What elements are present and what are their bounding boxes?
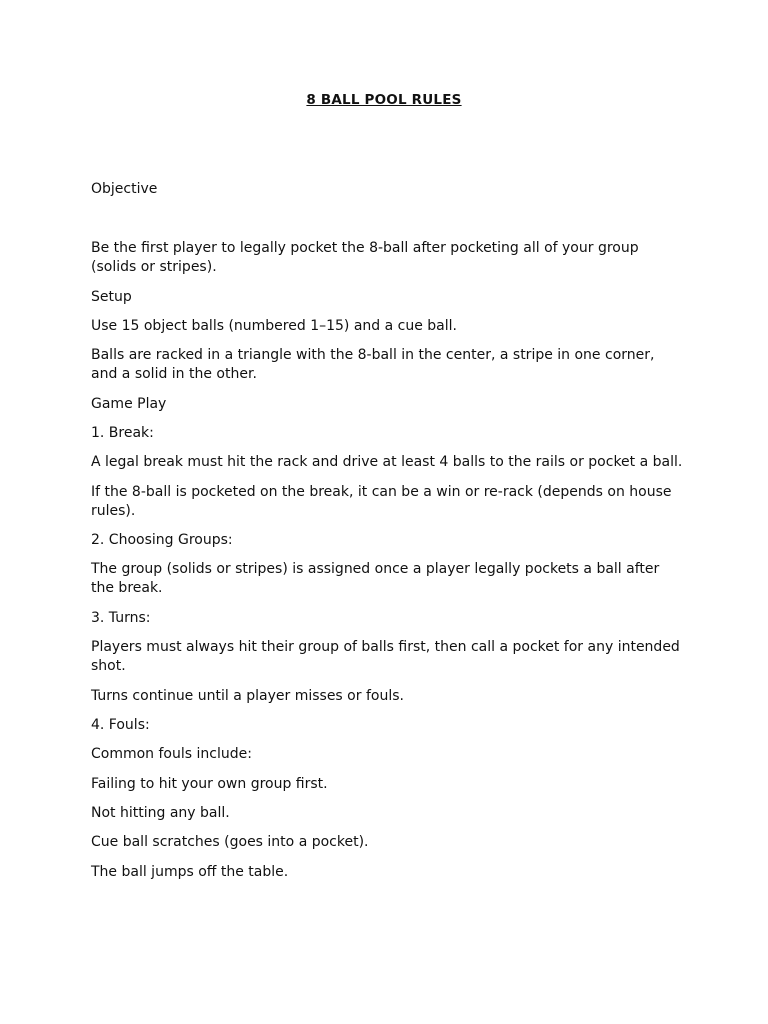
heading-objective: Objective xyxy=(91,181,158,197)
foul-item-own-group: Failing to hit your own group first. xyxy=(91,776,328,792)
heading-game-play: Game Play xyxy=(91,396,167,412)
paragraph-8-ball-on-break: If the 8-ball is pocketed on the break, it can be a win or re-rack (depends on house rules). xyxy=(91,484,672,519)
paragraph-legal-break: A legal break must hit the rack and drive at least 4 balls to the rails or pocket a ball. xyxy=(91,454,683,470)
paragraph-group-assignment: The group (solids or stripes) is assigned once a player legally pockets a ball after the break. xyxy=(91,561,660,596)
subheading-turns: 3. Turns: xyxy=(91,610,151,626)
paragraph-setup-rack: Balls are racked in a triangle with the 8-ball in the center, a stripe in one corner, and a solid in the other. xyxy=(91,347,655,382)
foul-item-no-ball: Not hitting any ball. xyxy=(91,805,230,821)
paragraph-turns-continue: Turns continue until a player misses or fouls. xyxy=(91,688,404,704)
document-title: 8 BALL POOL RULES xyxy=(306,92,462,108)
paragraph-objective: Be the first player to legally pocket the 8-ball after pocketing all of your group (solids or stripes). xyxy=(91,240,639,275)
subheading-break: 1. Break: xyxy=(91,425,154,441)
subheading-fouls: 4. Fouls: xyxy=(91,717,150,733)
paragraph-common-fouls: Common fouls include: xyxy=(91,746,252,762)
subheading-choosing-groups: 2. Choosing Groups: xyxy=(91,532,233,548)
foul-item-scratch: Cue ball scratches (goes into a pocket). xyxy=(91,834,369,850)
paragraph-setup-balls: Use 15 object balls (numbered 1–15) and a cue ball. xyxy=(91,318,457,334)
heading-setup: Setup xyxy=(91,289,132,305)
paragraph-call-pocket: Players must always hit their group of balls first, then call a pocket for any intended shot. xyxy=(91,639,680,674)
foul-item-ball-jumps: The ball jumps off the table. xyxy=(91,864,289,880)
